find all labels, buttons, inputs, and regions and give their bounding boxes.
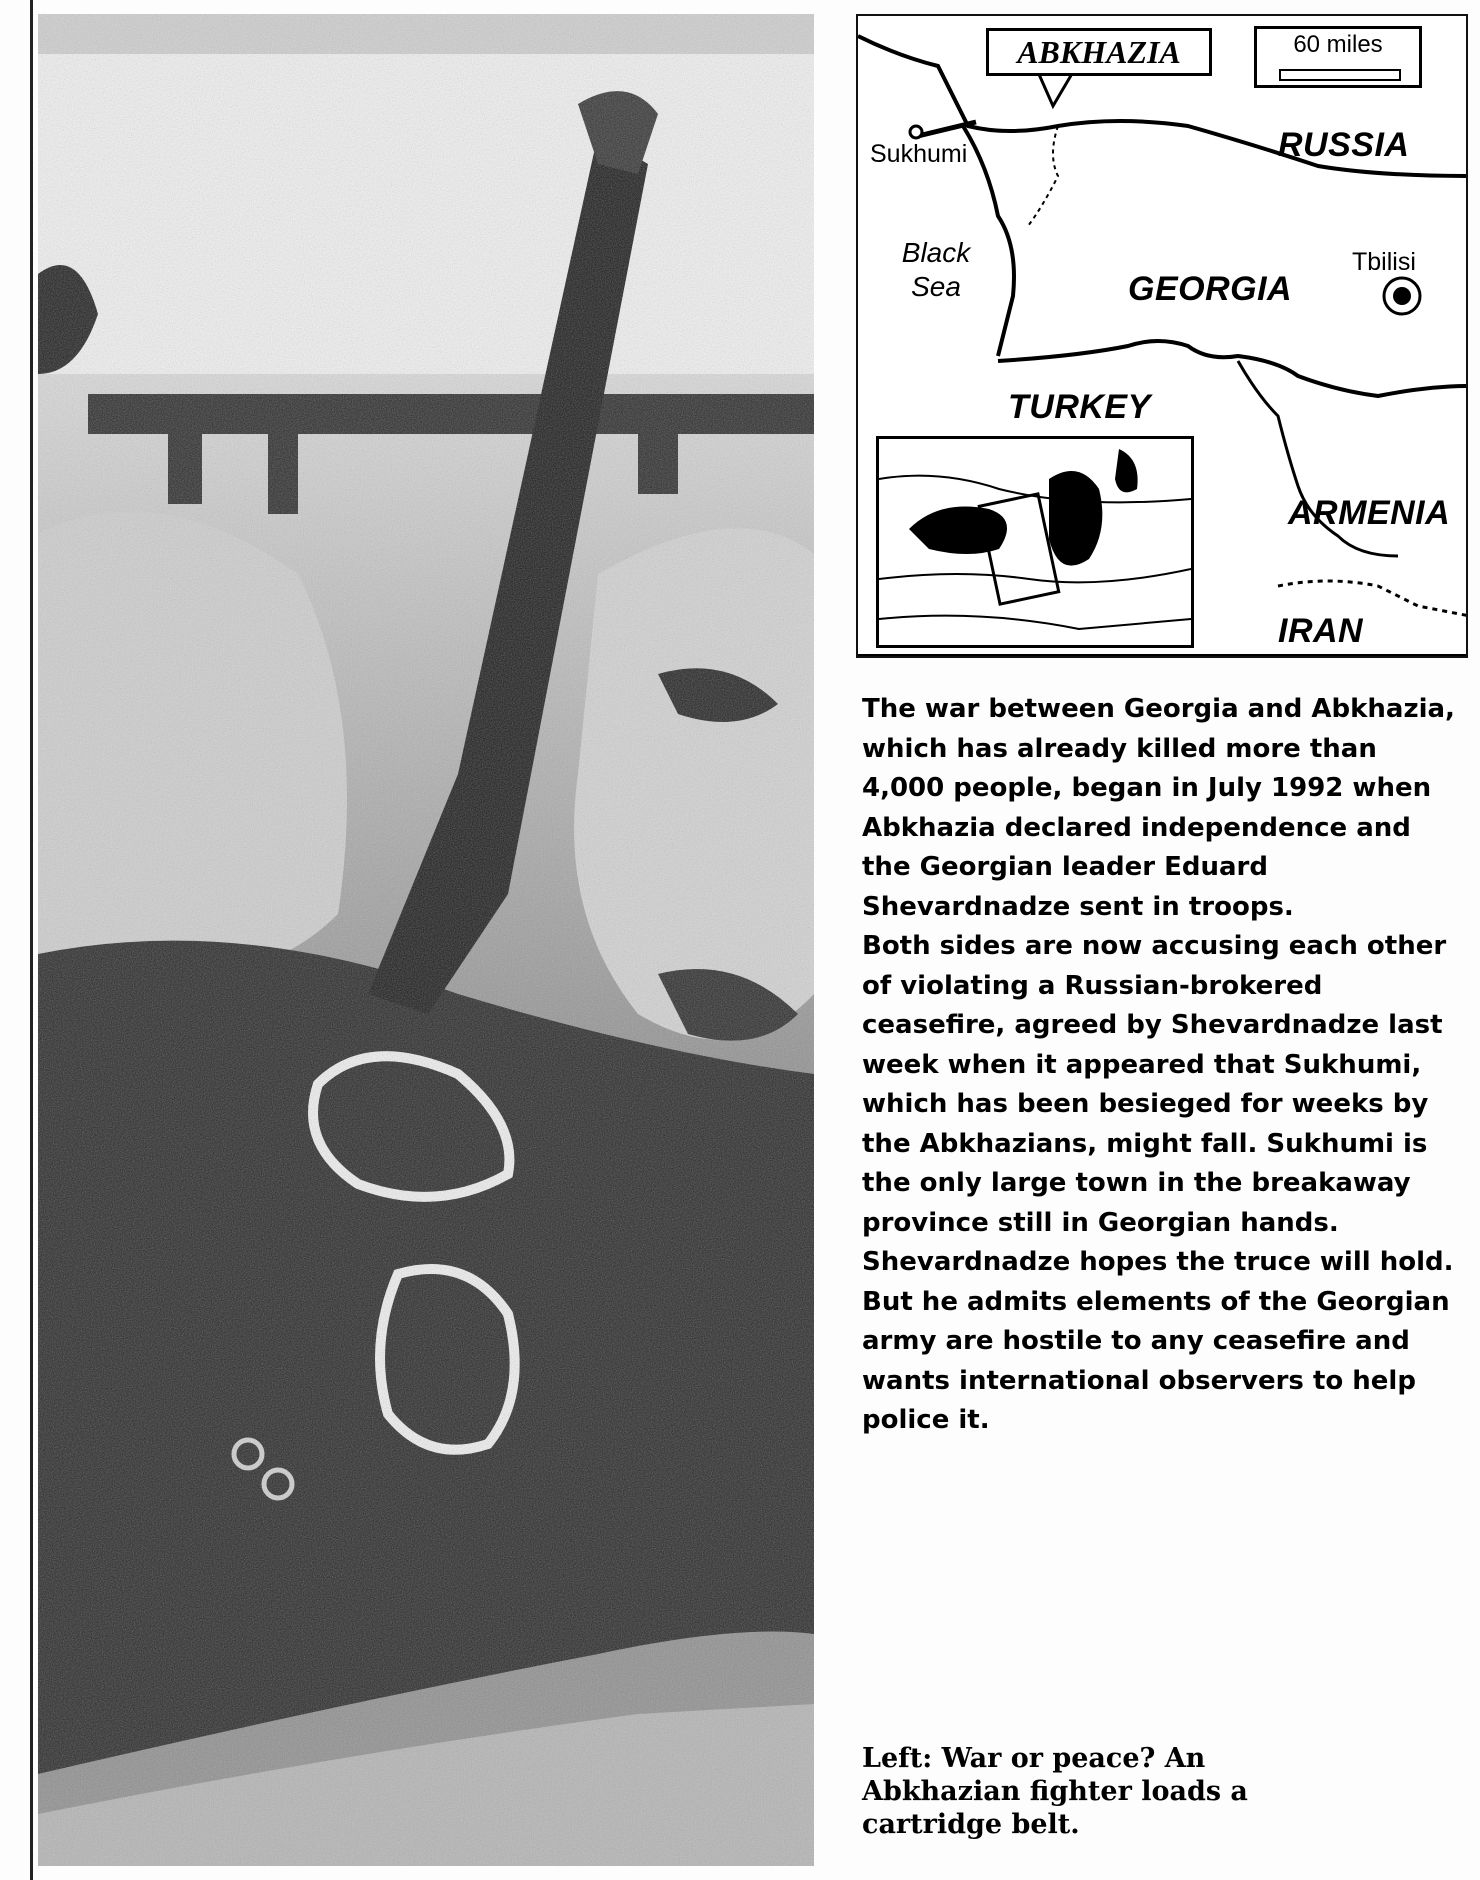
article-paragraph: The war between Georgia and Abkhazia, which has already killed more than 4,000 people, began in July 1992 when Abkhazia declared independence and the Georgian leader Eduard Shevardnadze sent in troops. [862, 694, 1455, 922]
page-edge-rule [30, 0, 33, 1880]
article-body [862, 690, 1458, 1441]
label-armenia: ARMENIA [1288, 494, 1451, 532]
abkhazia-label-box: ABKHAZIA [986, 28, 1212, 76]
label-georgia: GEORGIA [1128, 270, 1293, 308]
region-map [856, 14, 1468, 658]
label-russia: RUSSIA [1278, 126, 1410, 164]
locator-inset-map [876, 436, 1194, 648]
label-iran: IRAN [1278, 612, 1364, 650]
abkhazia-border [1028, 126, 1058, 226]
fighter-photo [38, 14, 814, 1866]
scale-bar [1279, 69, 1401, 81]
label-tbilisi: Tbilisi [1352, 248, 1416, 276]
article-paragraph: Shevardnadze hopes the truce will hold. But he admits elements of the Georgian army are hostile to any ceasefire and wants international observers to help police it. [862, 1247, 1454, 1435]
photo-caption: Left: War or peace? An Abkhazian fighter loads a cartridge belt. [862, 1743, 1248, 1840]
scale-legend [1254, 26, 1422, 88]
article-paragraph: Both sides are now accusing each other of violating a Russian-brokered ceasefire, agreed by Shevardnadze last week when it appeared that Sukhumi, which has been besieged for weeks by the Abkhazians, might fall. Sukhumi is the only large town in the breakaway province still in Georgian hands. [862, 931, 1447, 1238]
label-black-sea-line1: Black [901, 237, 971, 268]
scale-label: 60 miles [1293, 31, 1383, 58]
label-black-sea-line2: Sea [911, 271, 961, 302]
fighter-photo-graphic [38, 14, 814, 1866]
label-turkey: TURKEY [1008, 388, 1151, 426]
locator-inset-graphic [879, 439, 1191, 645]
iran-border [1278, 581, 1468, 616]
sukhumi-marker [910, 126, 922, 138]
label-black-sea [884, 236, 988, 304]
label-sukhumi: Sukhumi [870, 140, 968, 168]
